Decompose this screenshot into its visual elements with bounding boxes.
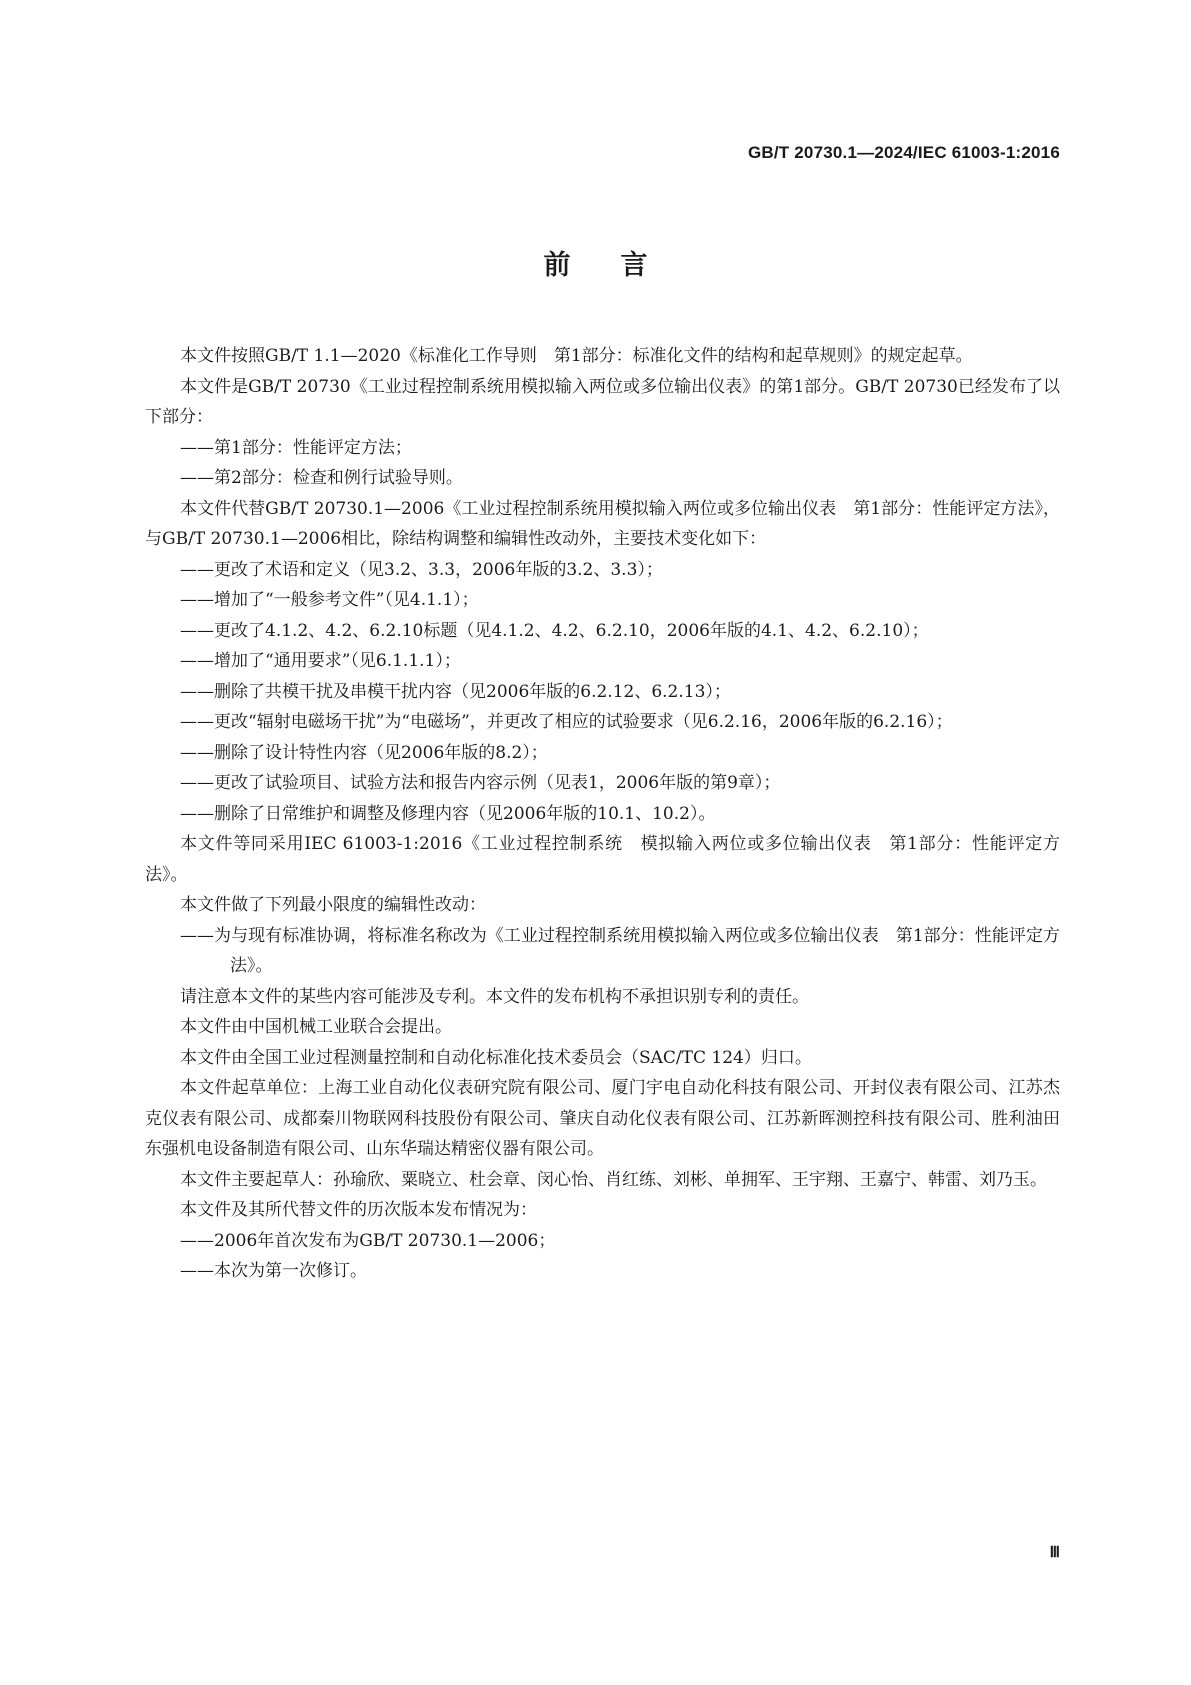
list-item: ——增加了“通用要求”（见6.1.1.1）； [180, 651, 461, 671]
list-item: ——第1部分：性能评定方法； [180, 437, 412, 458]
foreword-body [145, 341, 1060, 1287]
paragraph: 本文件等同采用IEC 61003-1:2016《工业过程控制系统 模拟输入两位或多位输出仪表 第1部分：性能评定方法》。 [145, 834, 1060, 885]
list-item: ——2006年首次发布为GB/T 20730.1—2006； [180, 1230, 556, 1251]
list-item: ——删除了共模干扰及串模干扰内容（见2006年版的6.2.12、6.2.13）； [180, 681, 731, 702]
paragraph: 本文件由中国机械工业联合会提出。 [180, 1017, 452, 1037]
paragraph: 请注意本文件的某些内容可能涉及专利。本文件的发布机构不承担识别专利的责任。 [180, 986, 809, 1007]
paragraph: 本文件做了下列最小限度的编辑性改动： [180, 895, 486, 915]
page-number: Ⅲ [1049, 1545, 1060, 1561]
list-item: ——更改了术语和定义（见3.2、3.3，2006年版的3.2、3.3）； [180, 559, 663, 580]
list-item: ——增加了“一般参考文件”（见4.1.1）； [180, 590, 479, 610]
list-item: ——删除了日常维护和调整及修理内容（见2006年版的10.1、10.2）。 [180, 803, 716, 824]
paragraph: 本文件是GB/T 20730《工业过程控制系统用模拟输入两位或多位输出仪表》的第1部分。GB/T 20730已经发布了以下部分： [145, 376, 1060, 427]
paragraph: 本文件由全国工业过程测量控制和自动化标准化技术委员会（SAC/TC 124）归口。 [180, 1047, 812, 1068]
paragraph: 本文件按照GB/T 1.1—2020《标准化工作导则 第1部分：标准化文件的结构和起草规则》的规定起草。 [180, 346, 973, 366]
list-item: ——第2部分：检查和例行试验导则。 [180, 468, 463, 488]
paragraph: 本文件主要起草人：孙瑜欣、粟晓立、杜会章、闵心怡、肖红练、刘彬、单拥军、王宇翔、王嘉宁、韩雷、刘乃玉。 [180, 1169, 1047, 1190]
standard-code: GB/T 20730.1—2024/IEC 61003-1:2016 [747, 143, 1060, 162]
list-item: ——删除了设计特性内容（见2006年版的8.2）； [180, 742, 548, 763]
paragraph: 本文件代替GB/T 20730.1—2006《工业过程控制系统用模拟输入两位或多位输出仪表 第1部分：性能评定方法》，与GB/T 20730.1—2006相比，除结构调整和编辑性改动外，主要技术变化如下： [145, 498, 1060, 549]
paragraph: 本文件起草单位：上海工业自动化仪表研究院有限公司、厦门宇电自动化科技有限公司、开封仪表有限公司、江苏杰克仪表有限公司、成都秦川物联网科技股份有限公司、肇庆自动化仪表有限公司、江苏新晖测控科技有限公司、胜利油田东强机电设备制造有限公司、山东华瑞达精密仪器有限公司。 [145, 1078, 1060, 1159]
paragraph: 本文件及其所代替文件的历次版本发布情况为： [180, 1200, 537, 1220]
list-item: ——更改“辐射电磁场干扰”为“电磁场”，并更改了相应的试验要求（见6.2.16，2006年版的6.2.16）； [180, 712, 953, 732]
list-item: ——为与现有标准协调，将标准名称改为《工业过程控制系统用模拟输入两位或多位输出仪表 第1部分：性能评定方法》。 [180, 925, 1060, 976]
page-title: 前言 [543, 250, 698, 281]
list-item: ——更改了试验项目、试验方法和报告内容示例（见表1，2006年版的第9章）； [180, 773, 781, 793]
list-item: ——本次为第一次修订。 [180, 1261, 367, 1281]
list-item: ——更改了4.1.2、4.2、6.2.10标题（见4.1.2、4.2、6.2.10，2006年版的4.1、4.2、6.2.10）； [180, 620, 929, 641]
